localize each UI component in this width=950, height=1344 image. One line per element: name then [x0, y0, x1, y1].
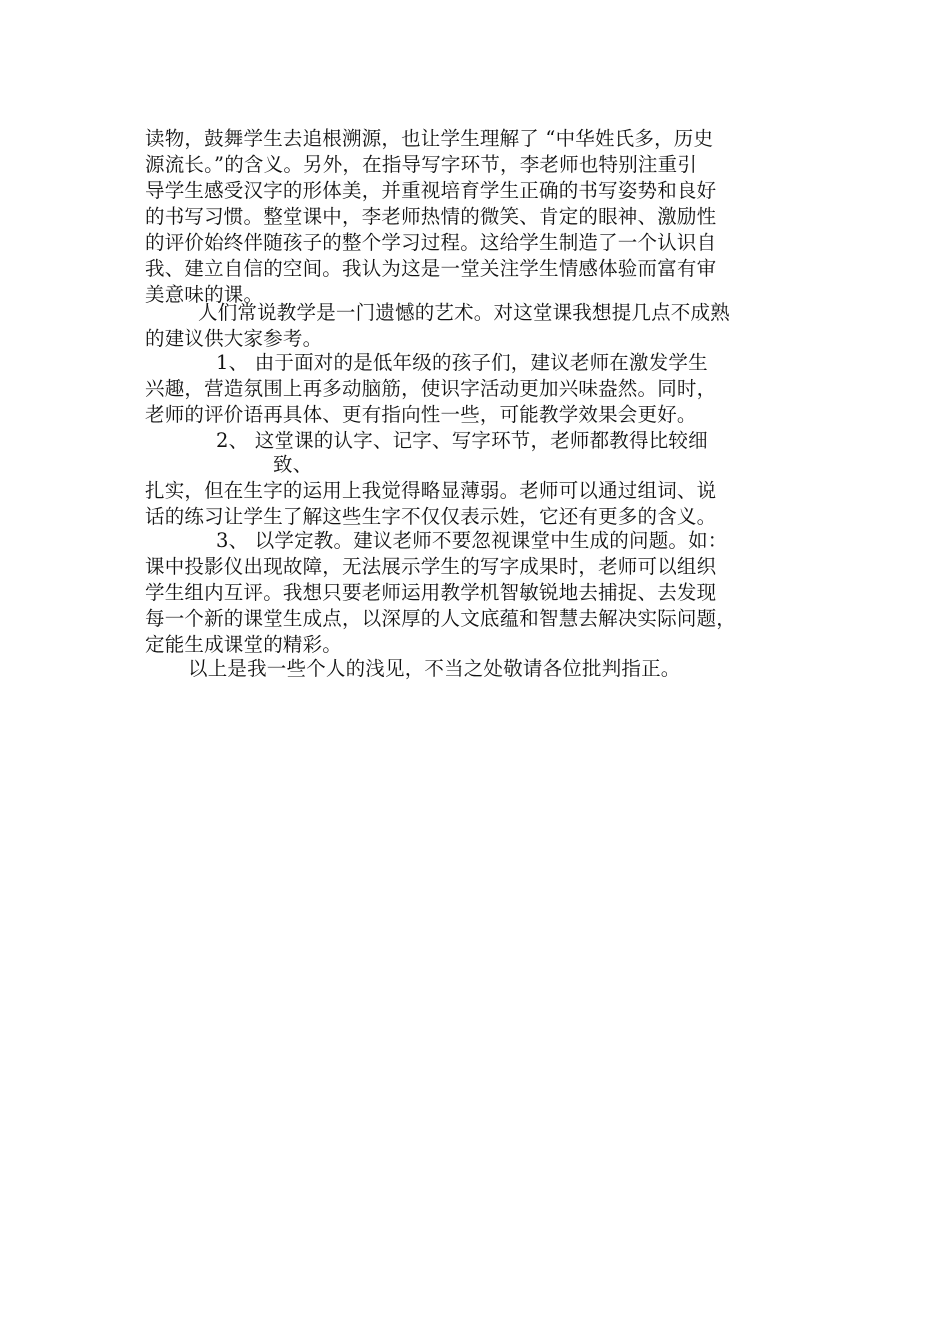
text-line: 我、建立自信的空间。我认为这是一堂关注学生情感体验而富有审: [145, 257, 717, 280]
text-line: 美意味的课。: [145, 283, 264, 306]
text-line: 扎实，但在生字的运用上我觉得略显薄弱。老师可以通过组词、说: [145, 479, 717, 502]
text-line: 老师的评价语再具体、更有指向性一些，可能教学效果会更好。: [145, 403, 697, 426]
text-line: 源流长。”的含义。另外，在指导写字环节，李老师也特别注重引: [145, 153, 698, 176]
text-line: 读物，鼓舞学生去追根溯源，也让学生理解了 “中华姓氏多，历史: [145, 127, 714, 150]
list-item-2: 2、 这堂课的认字、记字、写字环节，老师都教得比较细: [216, 429, 708, 452]
list-item-1: 1、 由于面对的是低年级的孩子们，建议老师在激发学生: [216, 351, 708, 374]
text-line: 每一个新的课堂生成点，以深厚的人文底蕴和智慧去解决实际问题，: [145, 607, 737, 630]
text-line: 导学生感受汉字的形体美，并重视培育学生正确的书写姿势和良好: [145, 179, 717, 202]
list-item-3: 3、 以学定教。建议老师不要忽视课堂中生成的问题。如：: [216, 529, 728, 552]
text-line: 话的练习让学生了解这些生字不仅仅表示姓，它还有更多的含义。: [145, 505, 717, 528]
text-line: 的评价始终伴随孩子的整个学习过程。这给学生制造了一个认识自: [145, 231, 717, 254]
text-line: 的书写习惯。整堂课中，李老师热情的微笑、肯定的眼神、激励性: [145, 205, 717, 228]
text-line: 致、: [273, 453, 313, 476]
text-line: 定能生成课堂的精彩。: [145, 633, 343, 656]
text-line: 课中投影仪出现故障，无法展示学生的写字成果时，老师可以组织: [145, 555, 717, 578]
text-line: 学生组内互评。我想只要老师运用教学机智敏锐地去捕捉、去发现: [145, 581, 717, 604]
text-line: 兴趣，营造氛围上再多动脑筋，使识字活动更加兴味盎然。同时，: [145, 377, 717, 400]
paragraph-first-line: 人们常说教学是一门遗憾的艺术。对这堂课我想提几点不成熟: [198, 301, 730, 324]
text-line: 的建议供大家参考。: [145, 327, 323, 350]
closing-line: 以上是我一些个人的浅见，不当之处敬请各位批判指正。: [188, 657, 681, 680]
